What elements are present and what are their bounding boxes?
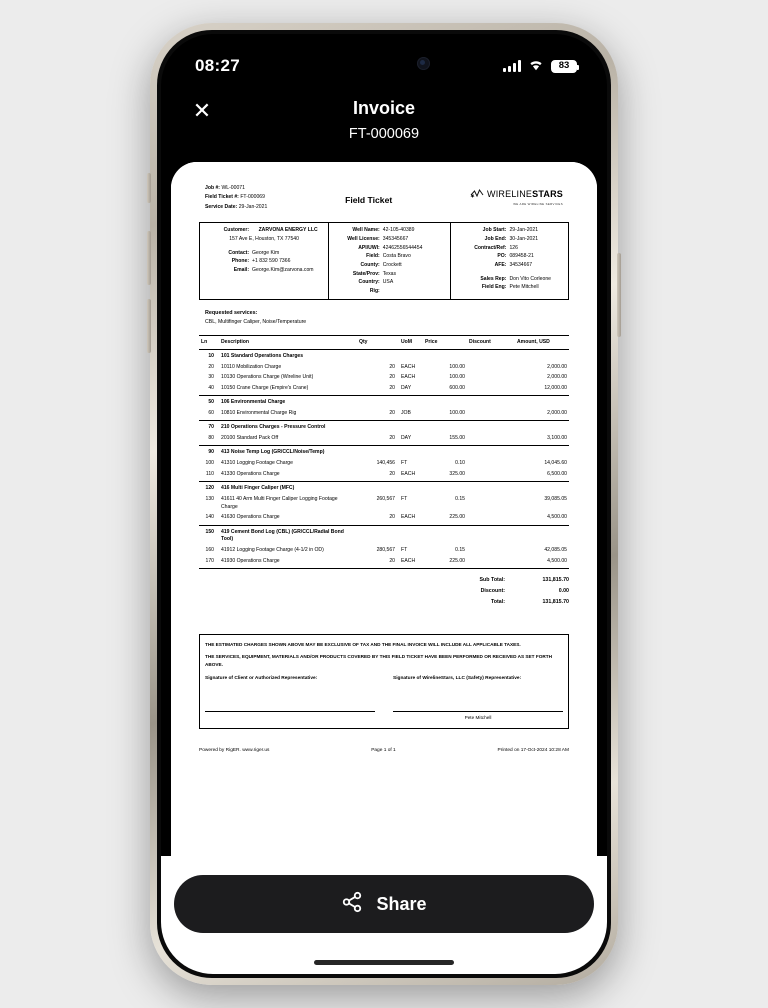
state-label: State/Prov: [352, 270, 380, 277]
line-amount [515, 525, 569, 545]
company-signature-label: Signature of WirelineStars, LLC (Safety) Representative: [393, 675, 522, 681]
email-label: Email: [233, 266, 250, 273]
battery-percent: 83 [558, 60, 570, 72]
line-price: 100.00 [423, 409, 467, 421]
line-qty: 20 [357, 513, 397, 525]
line-price: 225.00 [423, 556, 467, 568]
line-discount [467, 409, 515, 421]
line-discount [467, 421, 515, 434]
line-price [423, 396, 467, 409]
line-price: 0.10 [455, 460, 465, 467]
line-item-group-row [199, 446, 569, 459]
line-discount [467, 384, 515, 396]
line-number: 50 [208, 399, 214, 406]
footer-printed-on: Printed on 17-Oct-2024 10:28 AM [497, 747, 569, 753]
table-row [199, 513, 569, 525]
line-qty: 140,456 [376, 460, 395, 467]
well-name-value: 42-105-40389 [382, 227, 415, 234]
line-amount [515, 482, 569, 495]
customer-name: ZARVONA ENERGY LLC [258, 227, 318, 234]
signature-lines [205, 689, 563, 721]
line-number: 130 [205, 495, 214, 502]
line-price: 155.00 [423, 434, 467, 446]
well-license-value: 345345667 [382, 235, 409, 242]
line-item-group-row [199, 349, 569, 362]
line-uom: DAY [397, 384, 423, 396]
client-signature-area[interactable] [205, 689, 375, 721]
line-description: 41912 Logging Footage Charge (4-1/2 in OD) [221, 547, 324, 554]
customer-label: Customer: [223, 227, 250, 234]
line-description: 20100 Standard Pack Off [219, 434, 357, 446]
line-number: 40 [199, 384, 219, 396]
line-description: 10110 Mobilization Charge [221, 363, 282, 370]
line-price [423, 482, 467, 495]
line-qty [357, 446, 397, 459]
po-label: PO: [497, 253, 507, 260]
wifi-icon [528, 56, 544, 76]
discount-total-value: 0.00 [558, 588, 569, 595]
line-uom [397, 421, 423, 434]
line-discount [467, 482, 515, 495]
customer-address: 157 Ave E, Houston, TX 77540 [229, 235, 299, 242]
share-icon [341, 891, 363, 918]
line-discount [467, 396, 515, 409]
line-qty [357, 421, 397, 434]
table-row [199, 545, 569, 556]
share-button[interactable] [174, 875, 594, 933]
phone-value: +1 832 590 7366 [252, 258, 291, 265]
document-viewer[interactable] [171, 162, 597, 856]
line-description: 10150 Crane Charge (Empire's Crane) [219, 384, 357, 396]
api-uwi-value: 42462556544454 [382, 244, 423, 251]
contact-label: Contact: [228, 249, 250, 256]
subtotal-row [480, 576, 570, 587]
service-date-value: 29-Jan-2021 [238, 203, 268, 210]
share-button-label: Share [376, 893, 427, 914]
signature-labels [205, 675, 563, 682]
job-end-label: Job End: [484, 235, 507, 242]
line-qty [357, 525, 397, 545]
country-value: USA [382, 279, 394, 286]
company-signature-area[interactable] [393, 689, 563, 721]
status-clock: 08:27 [195, 56, 240, 75]
phone-label: Phone: [231, 258, 250, 265]
field-ticket-page [179, 162, 589, 774]
line-number: 120 [205, 485, 214, 492]
line-qty: 280,567 [376, 547, 395, 554]
requested-services [199, 300, 569, 330]
line-uom: EACH [397, 469, 423, 481]
line-description: 10810 Environmental Charge Rig [219, 409, 357, 421]
line-uom [397, 525, 423, 545]
line-qty: 260,567 [376, 495, 395, 502]
line-number: 100 [205, 460, 214, 467]
field-label: Field: [366, 253, 380, 260]
line-items-header [199, 336, 569, 350]
service-date-label: Service Date: [205, 203, 238, 210]
ticket-header [199, 184, 569, 222]
line-description: 10130 Operations Charge (Wireline Unit) [221, 374, 314, 381]
line-number: 80 [199, 434, 219, 446]
logo-tagline: WE ARE WIRELINE SERVICES [513, 202, 563, 206]
page-title: Invoice [352, 98, 415, 118]
job-start-label: Job Start: [482, 227, 507, 234]
table-row [199, 494, 569, 512]
status-indicators [503, 50, 577, 76]
line-amount: 42,085.05 [544, 547, 567, 554]
line-number: 160 [205, 547, 214, 554]
line-amount: 4,500.00 [515, 513, 569, 525]
total-label: Total: [490, 598, 505, 605]
line-number: 170 [199, 556, 219, 568]
line-price: 325.00 [423, 469, 467, 481]
line-amount: 2,000.00 [515, 409, 569, 421]
line-description: 419 Cement Bond Log (CBL) (GR/CCL/Radial Bond Tool) [221, 528, 344, 543]
country-label: Country: [358, 279, 380, 286]
job-start-value: 29-Jan-2021 [509, 227, 539, 234]
job-end-value: 30-Jan-2021 [509, 235, 539, 242]
table-row [199, 362, 569, 373]
line-uom [397, 349, 423, 362]
table-row [199, 373, 569, 384]
company-signature-name: Pete Mitchell [464, 715, 492, 721]
footer-page-number: Page 1 of 1 [371, 747, 396, 753]
field-ticket-number-label: Field Ticket #: [205, 194, 239, 201]
col-description: Description [219, 336, 357, 350]
county-label: County: [360, 261, 380, 268]
nav-title-group [349, 98, 419, 142]
line-number: 70 [208, 424, 214, 431]
line-uom: FT [401, 547, 408, 554]
line-uom: FT [401, 460, 408, 467]
line-description: 210 Operations Charges - Pressure Control [221, 424, 326, 431]
line-uom: FT [401, 495, 408, 502]
line-description: 41630 Operations Charge [219, 513, 357, 525]
table-row [199, 409, 569, 421]
phone-screen [161, 34, 607, 974]
line-price: 225.00 [423, 513, 467, 525]
requested-services-value: CBL, Multifinger Caliper, Noise/Temperature [205, 319, 307, 326]
ticket-info-table [199, 222, 569, 299]
field-value: Costa Bravo [382, 253, 411, 260]
legal-text-2: THE SERVICES, EQUIPMENT, MATERIALS AND/OR PRODUCTS COVERED BY THIS FIELD TICKET HAVE BEEN PERFORMED OR RECEIVED AS SET FORTH ABOVE. [205, 654, 552, 667]
footer-powered-by: Powered by RigER. www.riger.us [199, 747, 270, 753]
line-qty [357, 482, 397, 495]
customer-cell [200, 223, 329, 299]
line-discount [467, 362, 515, 373]
line-uom: EACH [397, 513, 423, 525]
well-name-label: Well Name: [352, 227, 380, 234]
close-icon[interactable]: ✕ [189, 98, 215, 124]
line-uom: DAY [397, 434, 423, 446]
field-ticket-number-value: FT-000069 [240, 194, 265, 201]
line-price [423, 446, 467, 459]
line-amount: 39,085.05 [544, 495, 567, 502]
line-uom [397, 482, 423, 495]
discount-row [480, 587, 570, 598]
line-uom: EACH [401, 374, 416, 381]
requested-services-label: Requested services: [205, 309, 258, 316]
col-discount: Discount [467, 336, 515, 350]
line-description: 413 Noise Temp Log (GR/CCL/Noise/Temp) [221, 449, 325, 456]
line-amount: 12,000.00 [515, 384, 569, 396]
line-description: 106 Environmental Charge [221, 399, 286, 406]
line-discount [467, 469, 515, 481]
bottom-bar [161, 856, 607, 974]
line-qty: 20 [389, 363, 395, 370]
line-discount [467, 446, 515, 459]
line-qty: 20 [389, 374, 395, 381]
client-signature-label: Signature of Client or Authorized Representative: [205, 675, 318, 681]
line-price [423, 525, 467, 545]
company-logo [470, 184, 563, 206]
sales-rep-label: Sales Rep: [480, 275, 507, 282]
logo-text-bold: STARS [532, 188, 563, 199]
line-qty: 20 [357, 434, 397, 446]
nav-bar [161, 92, 607, 162]
line-number: 30 [208, 374, 214, 381]
logo-text-main: WIRELINE [487, 188, 533, 199]
legal-text-1: THE ESTIMATED CHARGES SHOWN ABOVE MAY BE EXCLUSIVE OF TAX AND THE FINAL INVOICE WILL INCLUDE ALL APPLICABLE TAXES. [205, 642, 521, 648]
line-discount [467, 494, 515, 512]
line-amount [515, 349, 569, 362]
line-price: 100.00 [449, 363, 465, 370]
totals-block [199, 576, 569, 608]
line-number: 140 [199, 513, 219, 525]
well-cell [329, 223, 451, 299]
phone-bezel [157, 30, 611, 978]
job-number-label: Job #: [205, 185, 221, 191]
line-uom: EACH [397, 556, 423, 568]
table-row [199, 459, 569, 470]
line-discount [467, 349, 515, 362]
ticket-meta [205, 184, 267, 212]
line-number: 110 [199, 469, 219, 481]
line-number: 10 [208, 352, 214, 359]
line-qty: 20 [357, 384, 397, 396]
job-cell [450, 223, 568, 299]
line-discount [467, 459, 515, 470]
line-description: 41930 Operations Charge [219, 556, 357, 568]
line-price: 100.00 [449, 374, 465, 381]
line-price: 600.00 [423, 384, 467, 396]
field-eng-label: Field Eng: [481, 284, 507, 291]
line-qty [357, 396, 397, 409]
line-amount: 2,000.00 [547, 374, 567, 381]
line-item-group-row [199, 482, 569, 495]
line-discount [467, 373, 515, 384]
line-description: 101 Standard Operations Charges [221, 352, 304, 359]
table-row [199, 384, 569, 396]
line-price: 0.15 [455, 547, 465, 554]
line-number: 150 [205, 528, 214, 535]
po-value: 089458-21 [509, 253, 534, 260]
phone-frame [150, 23, 618, 985]
line-discount [467, 556, 515, 568]
job-number-value: WL-00071 [221, 185, 245, 191]
line-uom: JOB [397, 409, 423, 421]
volume-up-button[interactable] [147, 231, 151, 285]
api-uwi-label: API/UWI: [358, 244, 380, 251]
email-value: George.Kim@zarvona.com [252, 266, 314, 273]
line-qty: 20 [357, 409, 397, 421]
line-price [423, 421, 467, 434]
wireline-star-icon [470, 188, 484, 200]
rig-label: Rig: [369, 287, 380, 294]
line-description: 41611 40 Arm Multi Finger Caliper Logging Footage Charge [221, 495, 338, 510]
line-amount: 2,000.00 [547, 363, 567, 370]
power-button[interactable] [617, 253, 621, 337]
line-number: 60 [199, 409, 219, 421]
contract-ref-label: Contract/Ref: [474, 244, 507, 251]
state-value: Texas [382, 270, 397, 277]
line-description: 41330 Operations Charge [219, 469, 357, 481]
line-amount [515, 396, 569, 409]
discount-total-label: Discount: [480, 588, 505, 595]
legal-block [199, 634, 569, 729]
col-amount: Amount, USD [515, 336, 569, 350]
line-price [423, 349, 467, 362]
line-qty: 20 [357, 556, 397, 568]
line-uom: EACH [401, 363, 416, 370]
volume-down-button[interactable] [147, 299, 151, 353]
document-scroll[interactable] [171, 162, 597, 856]
line-item-group-row [199, 421, 569, 434]
total-row [480, 597, 570, 608]
table-row [199, 469, 569, 481]
col-price: Price [423, 336, 467, 350]
line-description: 416 Multi Finger Caliper (MFC) [221, 485, 295, 492]
contact-value: George Kim [252, 249, 280, 256]
line-item-group-row [199, 396, 569, 409]
ticket-title: Field Ticket [345, 195, 393, 205]
col-uom: UoM [397, 336, 423, 350]
line-description: 41310 Logging Footage Charge [221, 460, 293, 467]
line-discount [467, 525, 515, 545]
line-amount [515, 446, 569, 459]
table-row [199, 556, 569, 568]
line-uom [397, 446, 423, 459]
line-uom [397, 396, 423, 409]
line-discount [467, 434, 515, 446]
line-amount [515, 421, 569, 434]
line-amount: 14,045.60 [544, 460, 567, 467]
col-qty: Qty [357, 336, 397, 350]
county-value: Crockett [382, 261, 402, 268]
line-price: 0.15 [455, 495, 465, 502]
silent-switch[interactable] [147, 173, 151, 203]
line-qty [357, 349, 397, 362]
contract-ref-value: 126 [509, 244, 518, 251]
line-qty: 20 [357, 469, 397, 481]
field-eng-value: Pete Mitchell [509, 284, 539, 291]
subtotal-value: 131,815.70 [542, 577, 569, 584]
line-discount [467, 545, 515, 556]
battery-indicator [551, 60, 577, 73]
line-amount: 6,500.00 [515, 469, 569, 481]
afe-label: AFE: [494, 261, 507, 268]
total-value: 131,815.70 [542, 598, 569, 605]
line-items-table [199, 335, 569, 569]
line-amount: 4,500.00 [515, 556, 569, 568]
line-number: 20 [208, 363, 214, 370]
col-ln: Ln [199, 336, 219, 350]
table-row [199, 434, 569, 446]
afe-value: 34534667 [509, 261, 533, 268]
line-discount [467, 513, 515, 525]
document-footer [199, 747, 569, 764]
home-indicator[interactable] [314, 960, 454, 965]
line-items-body [199, 349, 569, 568]
front-camera-icon [417, 57, 430, 70]
cellular-signal-icon [503, 60, 521, 72]
subtotal-label: Sub Total: [479, 577, 505, 584]
sales-rep-value: Don Vito Corleone [509, 275, 551, 282]
line-item-group-row [199, 525, 569, 545]
dynamic-island [325, 46, 443, 80]
well-license-label: Well License: [347, 235, 380, 242]
line-number: 90 [208, 449, 214, 456]
page-subtitle: FT-000069 [348, 126, 420, 142]
line-amount: 3,100.00 [515, 434, 569, 446]
rig-value [383, 287, 446, 296]
